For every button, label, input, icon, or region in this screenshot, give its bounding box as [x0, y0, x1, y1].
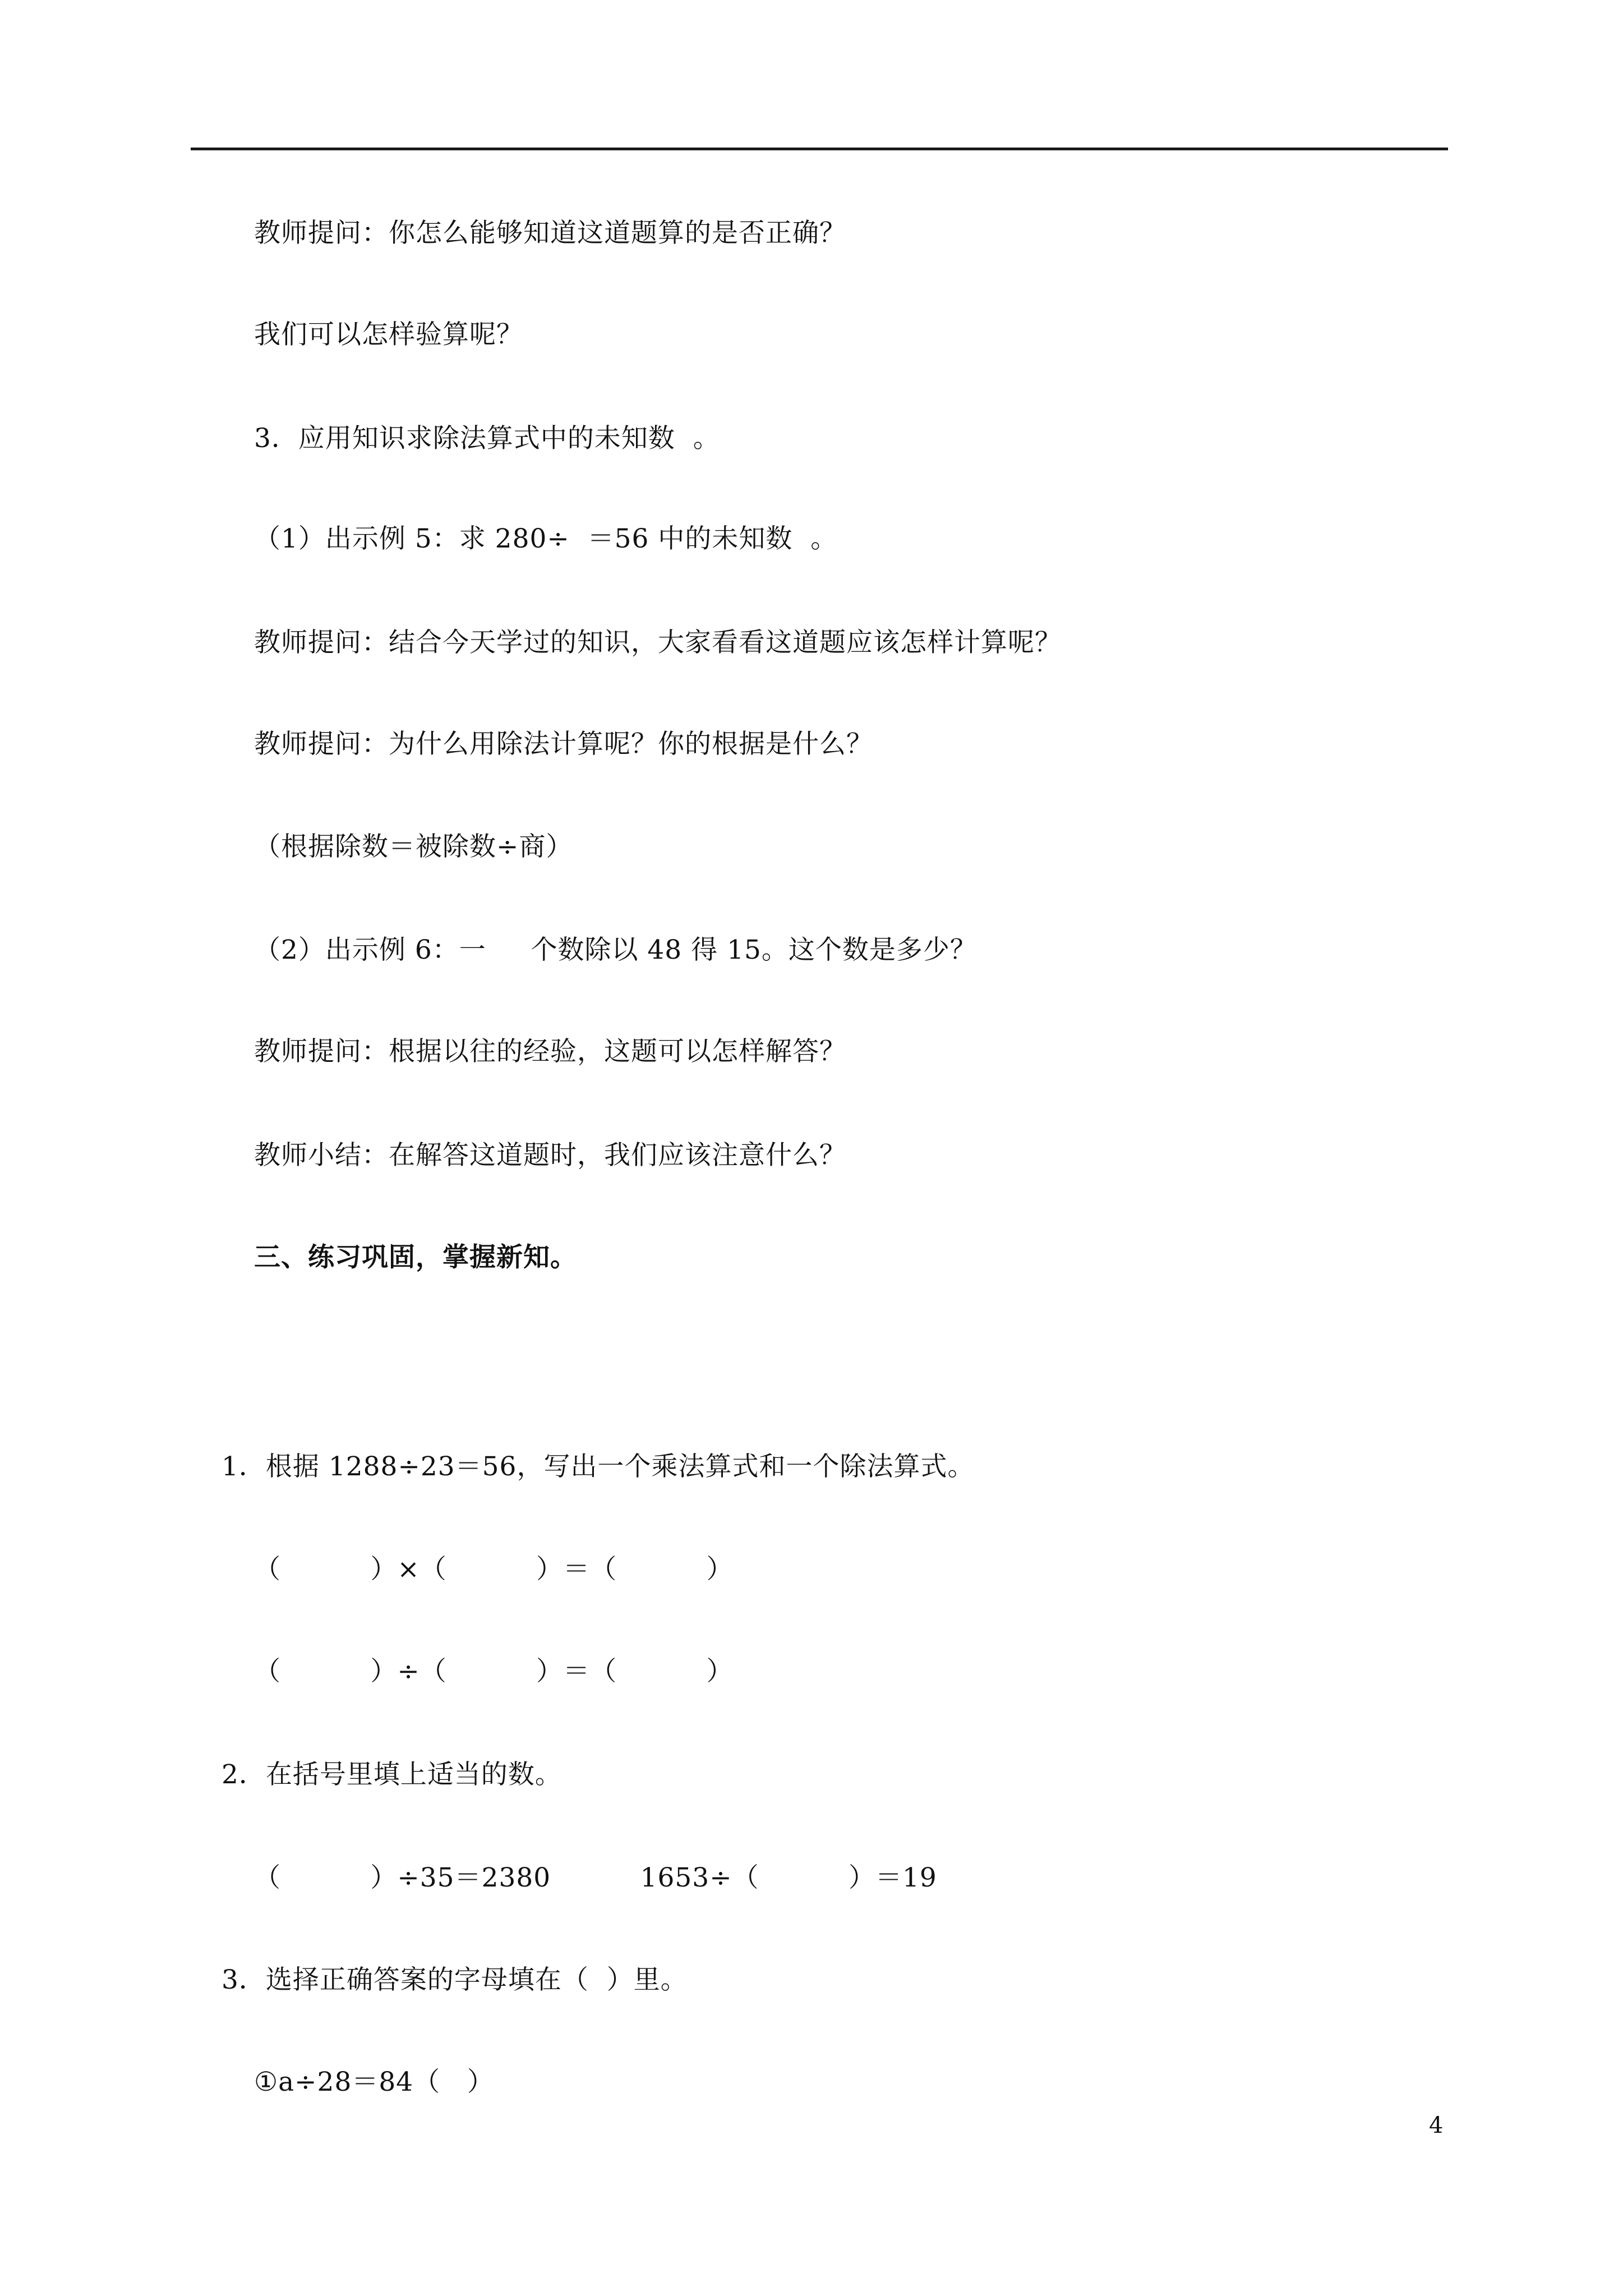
- exercise-question: 3．选择正确答案的字母填在（ ）里。: [222, 1964, 688, 1995]
- text-line: 我们可以怎样验算呢？: [254, 319, 523, 350]
- exercise-question: 1．根据 1288÷23＝56，写出一个乘法算式和一个除法算式。: [222, 1451, 975, 1482]
- text-line: （根据除数＝被除数÷商）: [254, 831, 573, 862]
- text-line: 教师提问：根据以往的经验，这题可以怎样解答？: [254, 1036, 846, 1067]
- text-line: 3．应用知识求除法算式中的未知数 。: [254, 423, 720, 454]
- exercise-blank-line: （ ）÷35＝2380 1653÷（ ）＝19: [254, 1862, 937, 1893]
- exercise-blank-line: （ ）÷（ ）＝（ ）: [254, 1656, 734, 1687]
- section-heading: 三、练习巩固，掌握新知。: [254, 1242, 577, 1273]
- text-line: 教师提问：结合今天学过的知识，大家看看这道题应该怎样计算呢？: [254, 627, 1062, 658]
- text-line: 教师提问：为什么用除法计算呢？你的根据是什么？: [254, 729, 873, 760]
- exercise-question: 2．在括号里填上适当的数。: [222, 1759, 562, 1790]
- text-line: 教师提问：你怎么能够知道这道题算的是否正确？: [254, 218, 846, 249]
- text-line: 教师小结：在解答这道题时，我们应该注意什么？: [254, 1140, 846, 1171]
- header-rule: [191, 148, 1448, 150]
- text-line: （1）出示例 5：求 280÷ ＝56 中的未知数 。: [254, 523, 838, 554]
- exercise-blank-line: （ ）×（ ）＝（ ）: [254, 1554, 734, 1585]
- page-number: 4: [1429, 2113, 1444, 2138]
- exercise-blank-line: ①a÷28＝84（ ）: [254, 2067, 494, 2097]
- text-line: （2）出示例 6：一 个数除以 48 得 15。这个数是多少？: [254, 935, 977, 965]
